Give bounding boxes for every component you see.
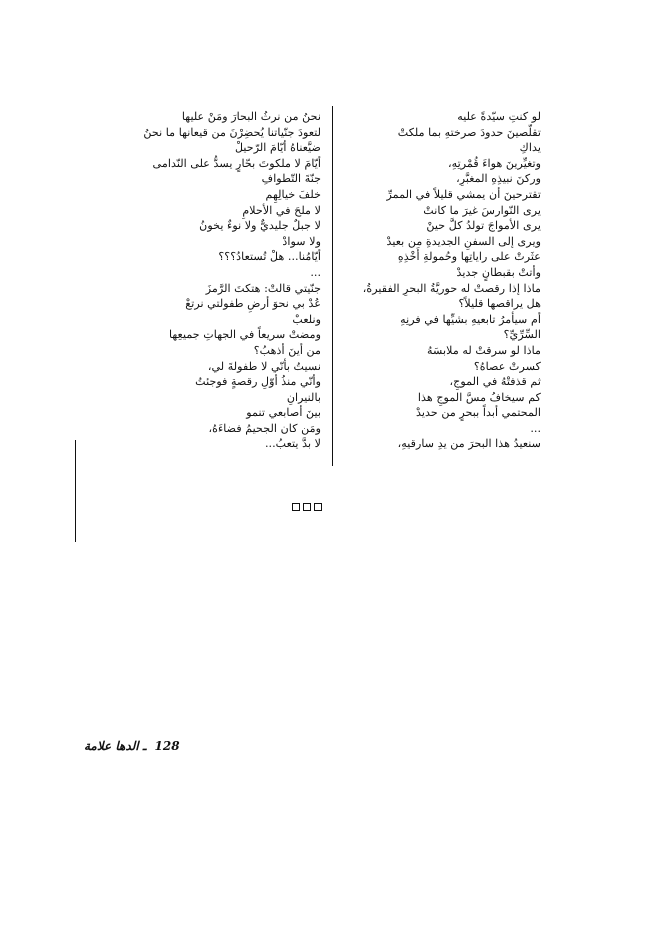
poem-line: هل يراقصها قليلاً؟ <box>458 297 541 311</box>
poem-left-column <box>71 109 321 452</box>
poem-line: خلفَ خيالِهِم <box>265 187 321 201</box>
poem-line: جنّيتي قالتْ: هتكتَ الرَّمزَ <box>205 281 321 295</box>
page-footer <box>80 739 180 753</box>
margin-rule <box>75 440 76 542</box>
poem-line: لو كنتِ سيّدةً عليه <box>457 110 541 123</box>
poem-line: لا جبلٌ جليديٌّ ولا نوءٌ يخونُ <box>199 219 321 233</box>
end-mark-box <box>314 503 322 511</box>
poem-line: لا بدَّ يتعبُ... <box>264 437 321 451</box>
page-number: 128 <box>154 739 180 753</box>
end-mark-box <box>303 503 311 511</box>
poem-line: تقترحينَ أن يمشي قليلاً في الممرِّ <box>386 187 541 201</box>
poem-line: عُدْ بي نحوَ أرضِ طفولتي نرتعْ <box>185 297 321 311</box>
poem-line: ويرى إلى السفنِ الجديدةِ من بعيدْ <box>386 234 541 248</box>
column-divider <box>332 106 333 466</box>
poem-line: كسرتْ عصاهُ؟ <box>473 359 541 373</box>
poem-line: بينَ أصابعي تنمو <box>246 406 321 420</box>
poem-line: كم سيخافُ مسَّ الموجِ هذا <box>417 390 541 404</box>
poem-line: عثَرتْ على راياتِها وحُمولةِ أَخْذِهِ <box>397 250 541 264</box>
poem-line: ... <box>310 265 321 279</box>
poem-line: ومضتْ سريعاً في الجهاتِ جميعِها <box>168 328 321 342</box>
poem-line: وأتتْ بقبطانٍ جديدْ <box>456 265 541 279</box>
poem-line: تقلّصينَ حدودَ صرختهِ بما ملكتْ <box>397 125 541 139</box>
journal-name: ـ الدها علامة <box>84 739 147 753</box>
poem-line: ثم قذفتْهُ في الموجِ، <box>449 375 541 389</box>
end-mark-box <box>292 503 300 511</box>
poem-line: أم سيأمرُ تابعيهِ بشيِّها في فرنِهِ <box>400 312 541 326</box>
poem-line: ولا سوادْ <box>282 234 321 248</box>
poem-right-column <box>311 109 541 452</box>
poem-line: وركنَ نبيذِهِ المغبَّرِ، <box>456 172 541 186</box>
poem-line: جنّةَ التّطوافِ <box>261 172 321 186</box>
poem-line: يرى الأمواجَ تولدُ كلَّ حينْ <box>426 219 541 233</box>
poem-line: ومَن كان الجحيمُ فضاءَهُ، <box>208 421 321 435</box>
poem-line: من أينَ أذهبُ؟ <box>253 343 321 357</box>
poem-line: يرى النّوارسَ غيرَ ما كانتْ <box>423 203 541 217</box>
poem-line: بالنيرانِ <box>286 390 321 404</box>
poem-line: المحتمي أبداً ببحرٍ من حديدْ <box>416 406 541 420</box>
poem-line: ماذا لو سرقتْ له ملابسَهُ <box>427 343 541 357</box>
poem-line: أيّامَ لا ملكوتَ بحّارٍ يسدُّ على النّدامى <box>152 156 321 170</box>
poem-line: أيّامُنا... هلْ تُستعادُ؟؟؟ <box>218 250 321 264</box>
poem-line: ضيَّعناهُ أيّامَ الرّحيلْ <box>234 141 321 155</box>
end-of-text-marks <box>292 503 322 511</box>
poem-line: لا ملحَ في الأحلامِ <box>242 203 321 217</box>
poem-line: نسيتُ بأنّي لا طفولةَ لي، <box>207 359 321 373</box>
poem-line: السِّرِّيِّ؟ <box>503 328 541 342</box>
poem-line: نحنُ من نرثُ البحارَ ومَنْ عليها <box>181 110 321 123</box>
poem-line: وتغيِّرينَ هواءَ قُمْرتِهِ، <box>448 156 541 170</box>
poem-line: ... <box>530 421 541 435</box>
poem-line: سنعيدُ هذا البحرَ من يدِ سارقيهِ، <box>397 437 541 451</box>
poem-line: لتعودَ جنّياتنا يُحضِرْنَ من قيعانها ما نحنُ <box>143 125 321 139</box>
poem-line: ونلعبْ <box>292 312 321 326</box>
poem-line: يداكِ <box>519 141 541 155</box>
poem-line: ماذا إذا رقصتْ له حوريَّةُ البحرِ الفقيرةُ، <box>362 281 541 295</box>
poem-line: وأنّي منذُ أوّلِ رقصةٍ فوجئتُ <box>195 375 321 389</box>
